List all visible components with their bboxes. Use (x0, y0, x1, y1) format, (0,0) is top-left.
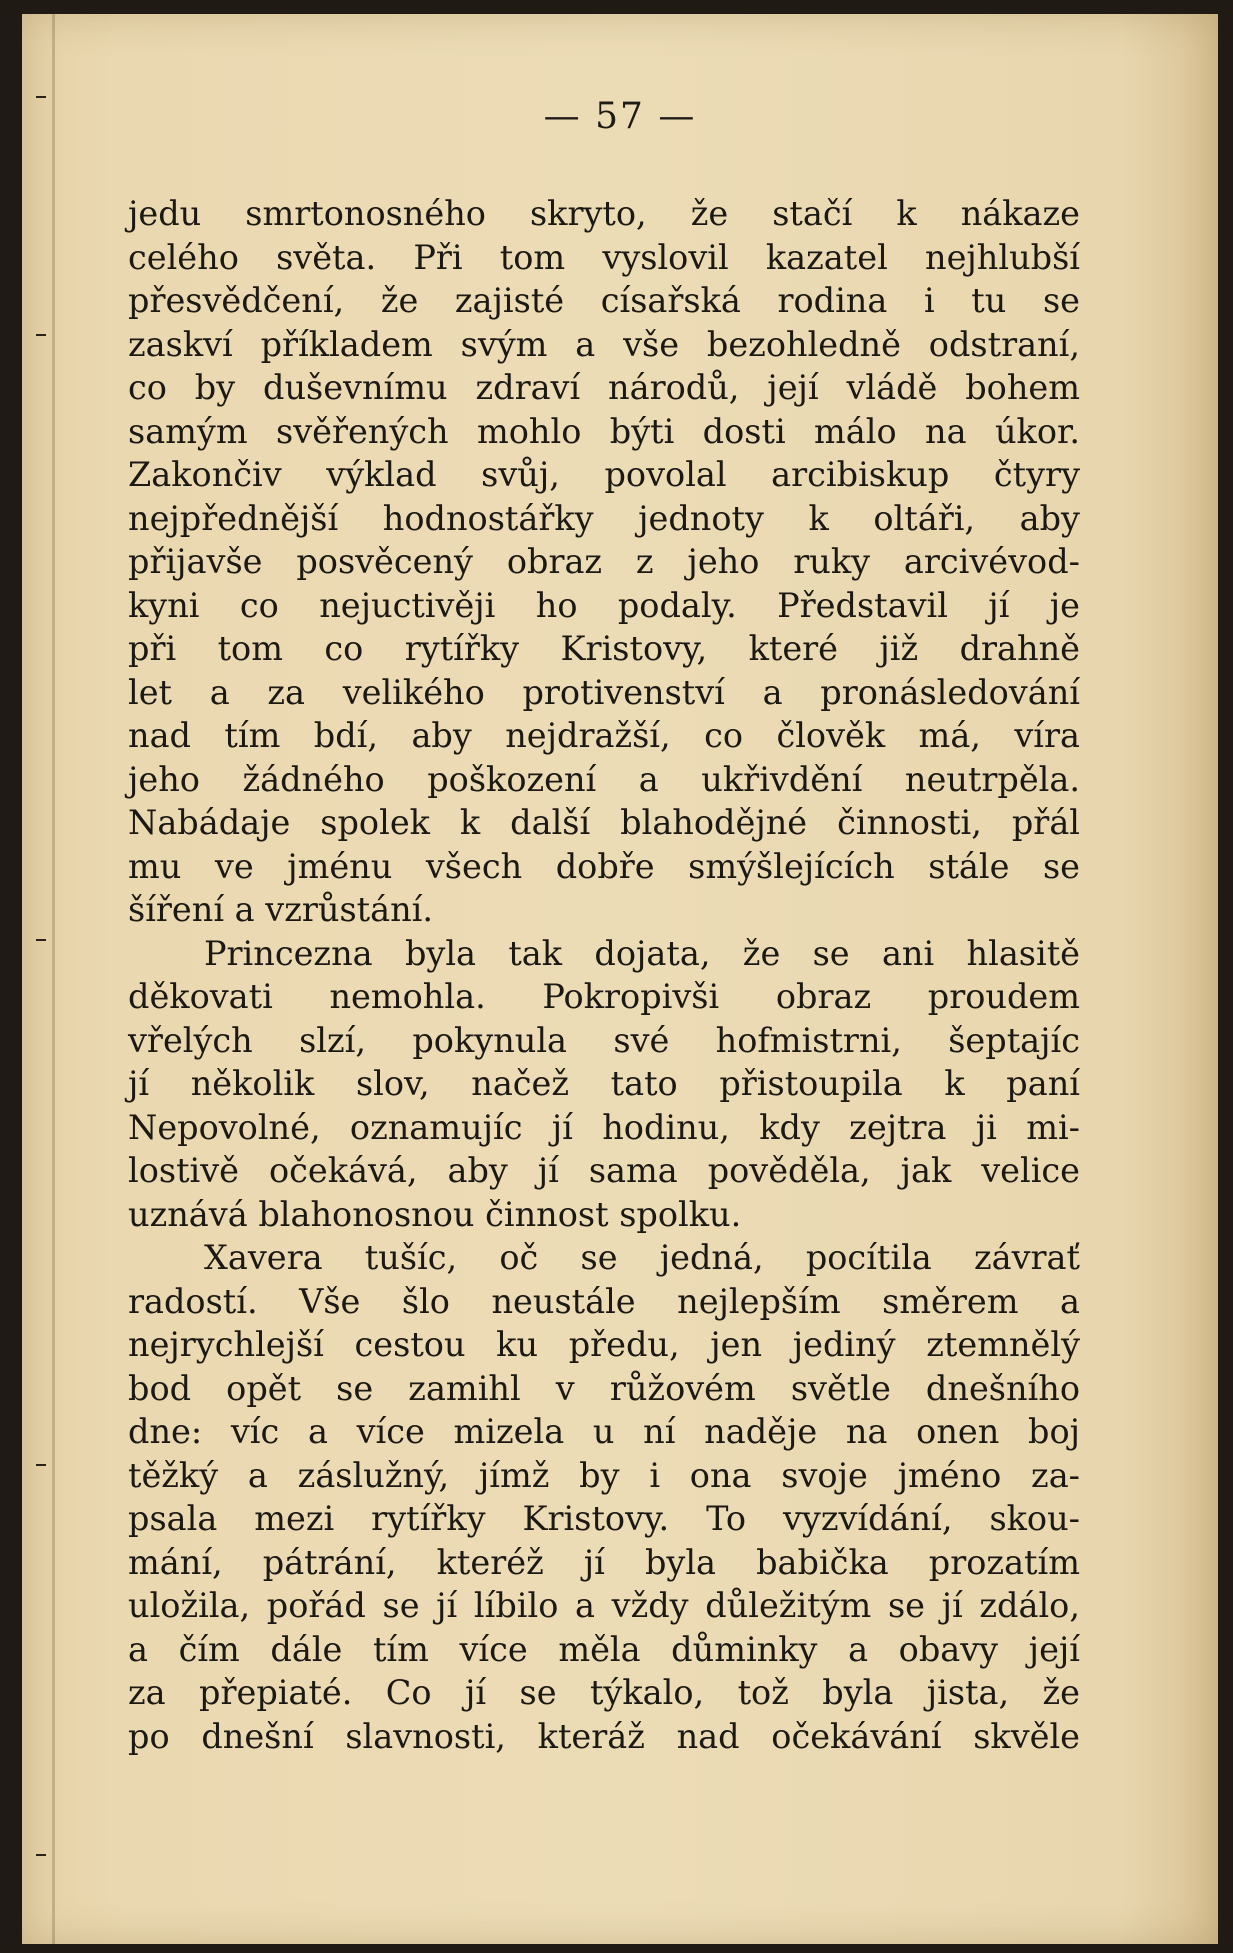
text-line: uložila, pořád se jí líbilo a vždy důležitým se jí zdálo, (128, 1586, 1080, 1625)
text-line: jí několik slov, načež tato přistoupila k paní (128, 1064, 1080, 1103)
text-line: psala mezi rytířky Kristovy. To vyzvídání, skou- (128, 1499, 1080, 1538)
text-line: při tom co rytířky Kristovy, které již drahně (128, 629, 1080, 668)
gutter-line (52, 14, 55, 1944)
text-line: jedu smrtonosného skryto, že stačí k nákaze (128, 194, 1080, 233)
text-line: Xavera tušíc, oč se jedná, pocítila závrať (204, 1238, 1080, 1277)
margin-mark (36, 1854, 46, 1856)
margin-mark (36, 1464, 46, 1466)
body-text (128, 192, 1080, 1758)
text-line: přesvědčení, že zajisté císařská rodina i tu se (128, 281, 1080, 320)
text-line: bod opět se zamihl v růžovém světle dnešního (128, 1368, 1080, 1408)
text-line: mání, pátrání, kteréž jí byla babička prozatím (128, 1542, 1080, 1582)
text-line: celého světa. Při tom vyslovil kazatel nejhlubší (128, 237, 1080, 277)
text-line: Nepovolné, oznamujíc jí hodinu, kdy zejtra ji mi- (128, 1107, 1080, 1147)
text-line: za přepiaté. Co jí se týkalo, tož byla jista, že (128, 1673, 1080, 1712)
text-line: Nabádaje spolek k další blahodějné činnosti, přál (128, 803, 1080, 842)
text-line: zaskví příkladem svým a vše bezohledně odstraní, (128, 324, 1080, 364)
text-line: děkovati nemohla. Pokropivši obraz proudem (128, 977, 1080, 1016)
text-line: přijavše posvěcený obraz z jeho ruky arcivévod- (128, 542, 1080, 581)
book-page (22, 14, 1218, 1944)
text-line: radostí. Vše šlo neustále nejlepším směrem a (128, 1281, 1080, 1321)
text-line: nad tím bdí, aby nejdražší, co člověk má, víra (128, 716, 1080, 755)
text-line: po dnešní slavnosti, kteráž nad očekávání skvěle (128, 1716, 1080, 1756)
text-line: kyni co nejuctivěji ho podaly. Představil jí je (128, 585, 1080, 625)
text-line: těžký a záslužný, jímž by i ona svoje jméno za- (128, 1455, 1080, 1495)
text-line: vřelých slzí, pokynula své hofmistrni, šeptajíc (128, 1020, 1080, 1060)
margin-mark (36, 939, 46, 941)
text-line: let a za velikého protivenství a pronásledování (128, 672, 1080, 712)
text-line: mu ve jménu všech dobře smýšlejících stále se (128, 846, 1080, 886)
page-number: — 57 — (543, 96, 697, 137)
text-line: samým svěřených mohlo býti dosti málo na úkor. (128, 411, 1080, 451)
text-line: šíření a vzrůstání. (128, 890, 434, 929)
text-line: Princezna byla tak dojata, že se ani hlasitě (204, 933, 1080, 973)
text-line: co by duševnímu zdraví národů, její vládě bohem (128, 368, 1080, 407)
text-line: a čím dále tím více měla důminky a obavy její (128, 1629, 1080, 1669)
text-line: dne: víc a více mizela u ní naděje na onen boj (128, 1412, 1080, 1451)
text-line: jeho žádného poškození a ukřivdění neutrpěla. (128, 759, 1080, 799)
text-line: uznává blahonosnou činnost spolku. (128, 1194, 742, 1234)
text-line: nejpřednější hodnostářky jednoty k oltáři, aby (128, 498, 1080, 538)
margin-mark (36, 334, 46, 336)
text-line: Zakončiv výklad svůj, povolal arcibiskup čtyry (128, 455, 1080, 494)
page-header (22, 96, 1218, 137)
text-line: lostivě očekává, aby jí sama pověděla, jak velice (128, 1151, 1080, 1190)
text-line: nejrychlejší cestou ku předu, jen jediný ztemnělý (128, 1325, 1080, 1364)
